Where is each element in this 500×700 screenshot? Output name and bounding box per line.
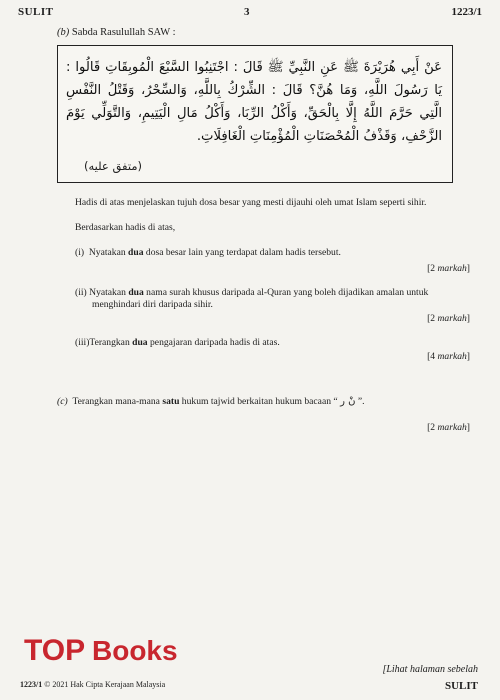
marks-close: ]	[466, 263, 470, 274]
question-i-bold: dua	[128, 247, 144, 258]
footer-copyright	[20, 680, 165, 689]
question-ii-pre: Nyatakan	[89, 287, 129, 298]
marks-close: ]	[466, 351, 470, 362]
question-iii	[75, 337, 280, 350]
part-b-intro	[57, 27, 176, 38]
question-ii-bold: dua	[128, 287, 144, 298]
part-c-post: hukum tajwid berkaitan hukum bacaan “	[179, 396, 341, 407]
marks-part-c	[427, 422, 470, 433]
marks-close: ]	[466, 313, 470, 324]
marks-number: [2	[427, 263, 438, 274]
watermark-books: Books	[92, 635, 178, 666]
part-c-arabic: نْ ر	[340, 396, 356, 407]
marks-word: markah	[437, 351, 467, 362]
marks-question-iii	[427, 351, 470, 362]
marks-number: [2	[427, 422, 438, 433]
question-i-pre: Nyatakan	[88, 247, 129, 258]
paper-code: 1223/1	[451, 6, 482, 18]
marks-close: ]	[466, 422, 470, 433]
footer-code: 1223/1	[20, 680, 43, 689]
question-iii-post: pengajaran daripada hadis di atas.	[147, 337, 280, 348]
part-b-intro-text: Sabda Rasulullah SAW :	[71, 27, 176, 38]
part-c-pre: Terangkan mana-mana	[72, 396, 163, 407]
footer-next-page: [Lihat halaman sebelah	[382, 664, 478, 675]
header-sulit: SULIT	[18, 6, 54, 18]
marks-number: [4	[427, 351, 438, 362]
footer-sulit: SULIT	[444, 680, 478, 692]
marks-number: [2	[427, 313, 438, 324]
hadith-box	[57, 45, 453, 183]
page-number: 3	[244, 6, 250, 18]
hadith-arabic-text: عَنْ أَبِي هُرَيْرَةَ ﷺ عَنِ النَّبِيِّ ﷺ قَالَ : اجْتَنِبُوا السَّبْعَ الْمُوبِقَاتِ قَالُوا : يَا رَسُولَ اللَّهِ، وَمَا هُنَّ؟ قَالَ : الشِّرْكُ بِاللَّهِ، وَالسِّحْرُ، وَقَتْلُ النَّفْسِ الَّتِي حَرَّمَ اللَّهُ إِلَّا بِالْحَقِّ، وَأَكْلُ الرِّبَا، وَأَكْلُ مَالِ الْيَتِيمِ، وَالتَّوَلِّي يَوْمَ الزَّحْفِ، وَقَذْفُ الْمُحْصَنَاتِ الْمُؤْمِنَاتِ الْغَافِلَاتِ.	[66, 60, 442, 144]
question-i-post: dosa besar lain yang terdapat dalam hadis tersebut.	[143, 247, 341, 258]
part-b-label: (b)	[57, 27, 70, 38]
hadith-source: (متفق عليه)	[84, 159, 142, 173]
part-c-question	[57, 396, 364, 409]
question-i	[75, 247, 341, 260]
marks-word: markah	[437, 263, 467, 274]
question-iii-number: (iii)	[75, 337, 90, 348]
marks-word: markah	[437, 313, 467, 324]
question-iii-bold: dua	[132, 337, 148, 348]
watermark-top: TOP	[24, 634, 86, 667]
question-iii-pre: Terangkan	[89, 337, 133, 348]
marks-word: markah	[437, 422, 467, 433]
marks-question-ii	[427, 313, 470, 324]
part-c-end: ”.	[355, 396, 365, 407]
part-c-bold: satu	[162, 396, 180, 407]
question-ii-post: nama surah khusus daripada al-Quran yang boleh dijadikan amalan untuk	[143, 287, 429, 298]
marks-question-i	[427, 263, 470, 274]
question-ii-number: (ii)	[75, 287, 87, 298]
footer-copyright-text: © 2021 Hak Cipta Kerajaan Malaysia	[44, 680, 166, 689]
topbooks-watermark-logo	[22, 630, 192, 668]
part-c-label: (c)	[57, 396, 68, 407]
paragraph-explanation: Hadis di atas menjelaskan tujuh dosa besar yang mesti dijauhi oleh umat Islam seperti sihir.	[75, 197, 427, 208]
paragraph-based-on: Berdasarkan hadis di atas,	[75, 222, 176, 233]
question-ii	[75, 287, 475, 300]
question-i-number: (i)	[75, 247, 85, 258]
question-ii-line2: menghindari diri daripada sihir.	[92, 299, 213, 310]
